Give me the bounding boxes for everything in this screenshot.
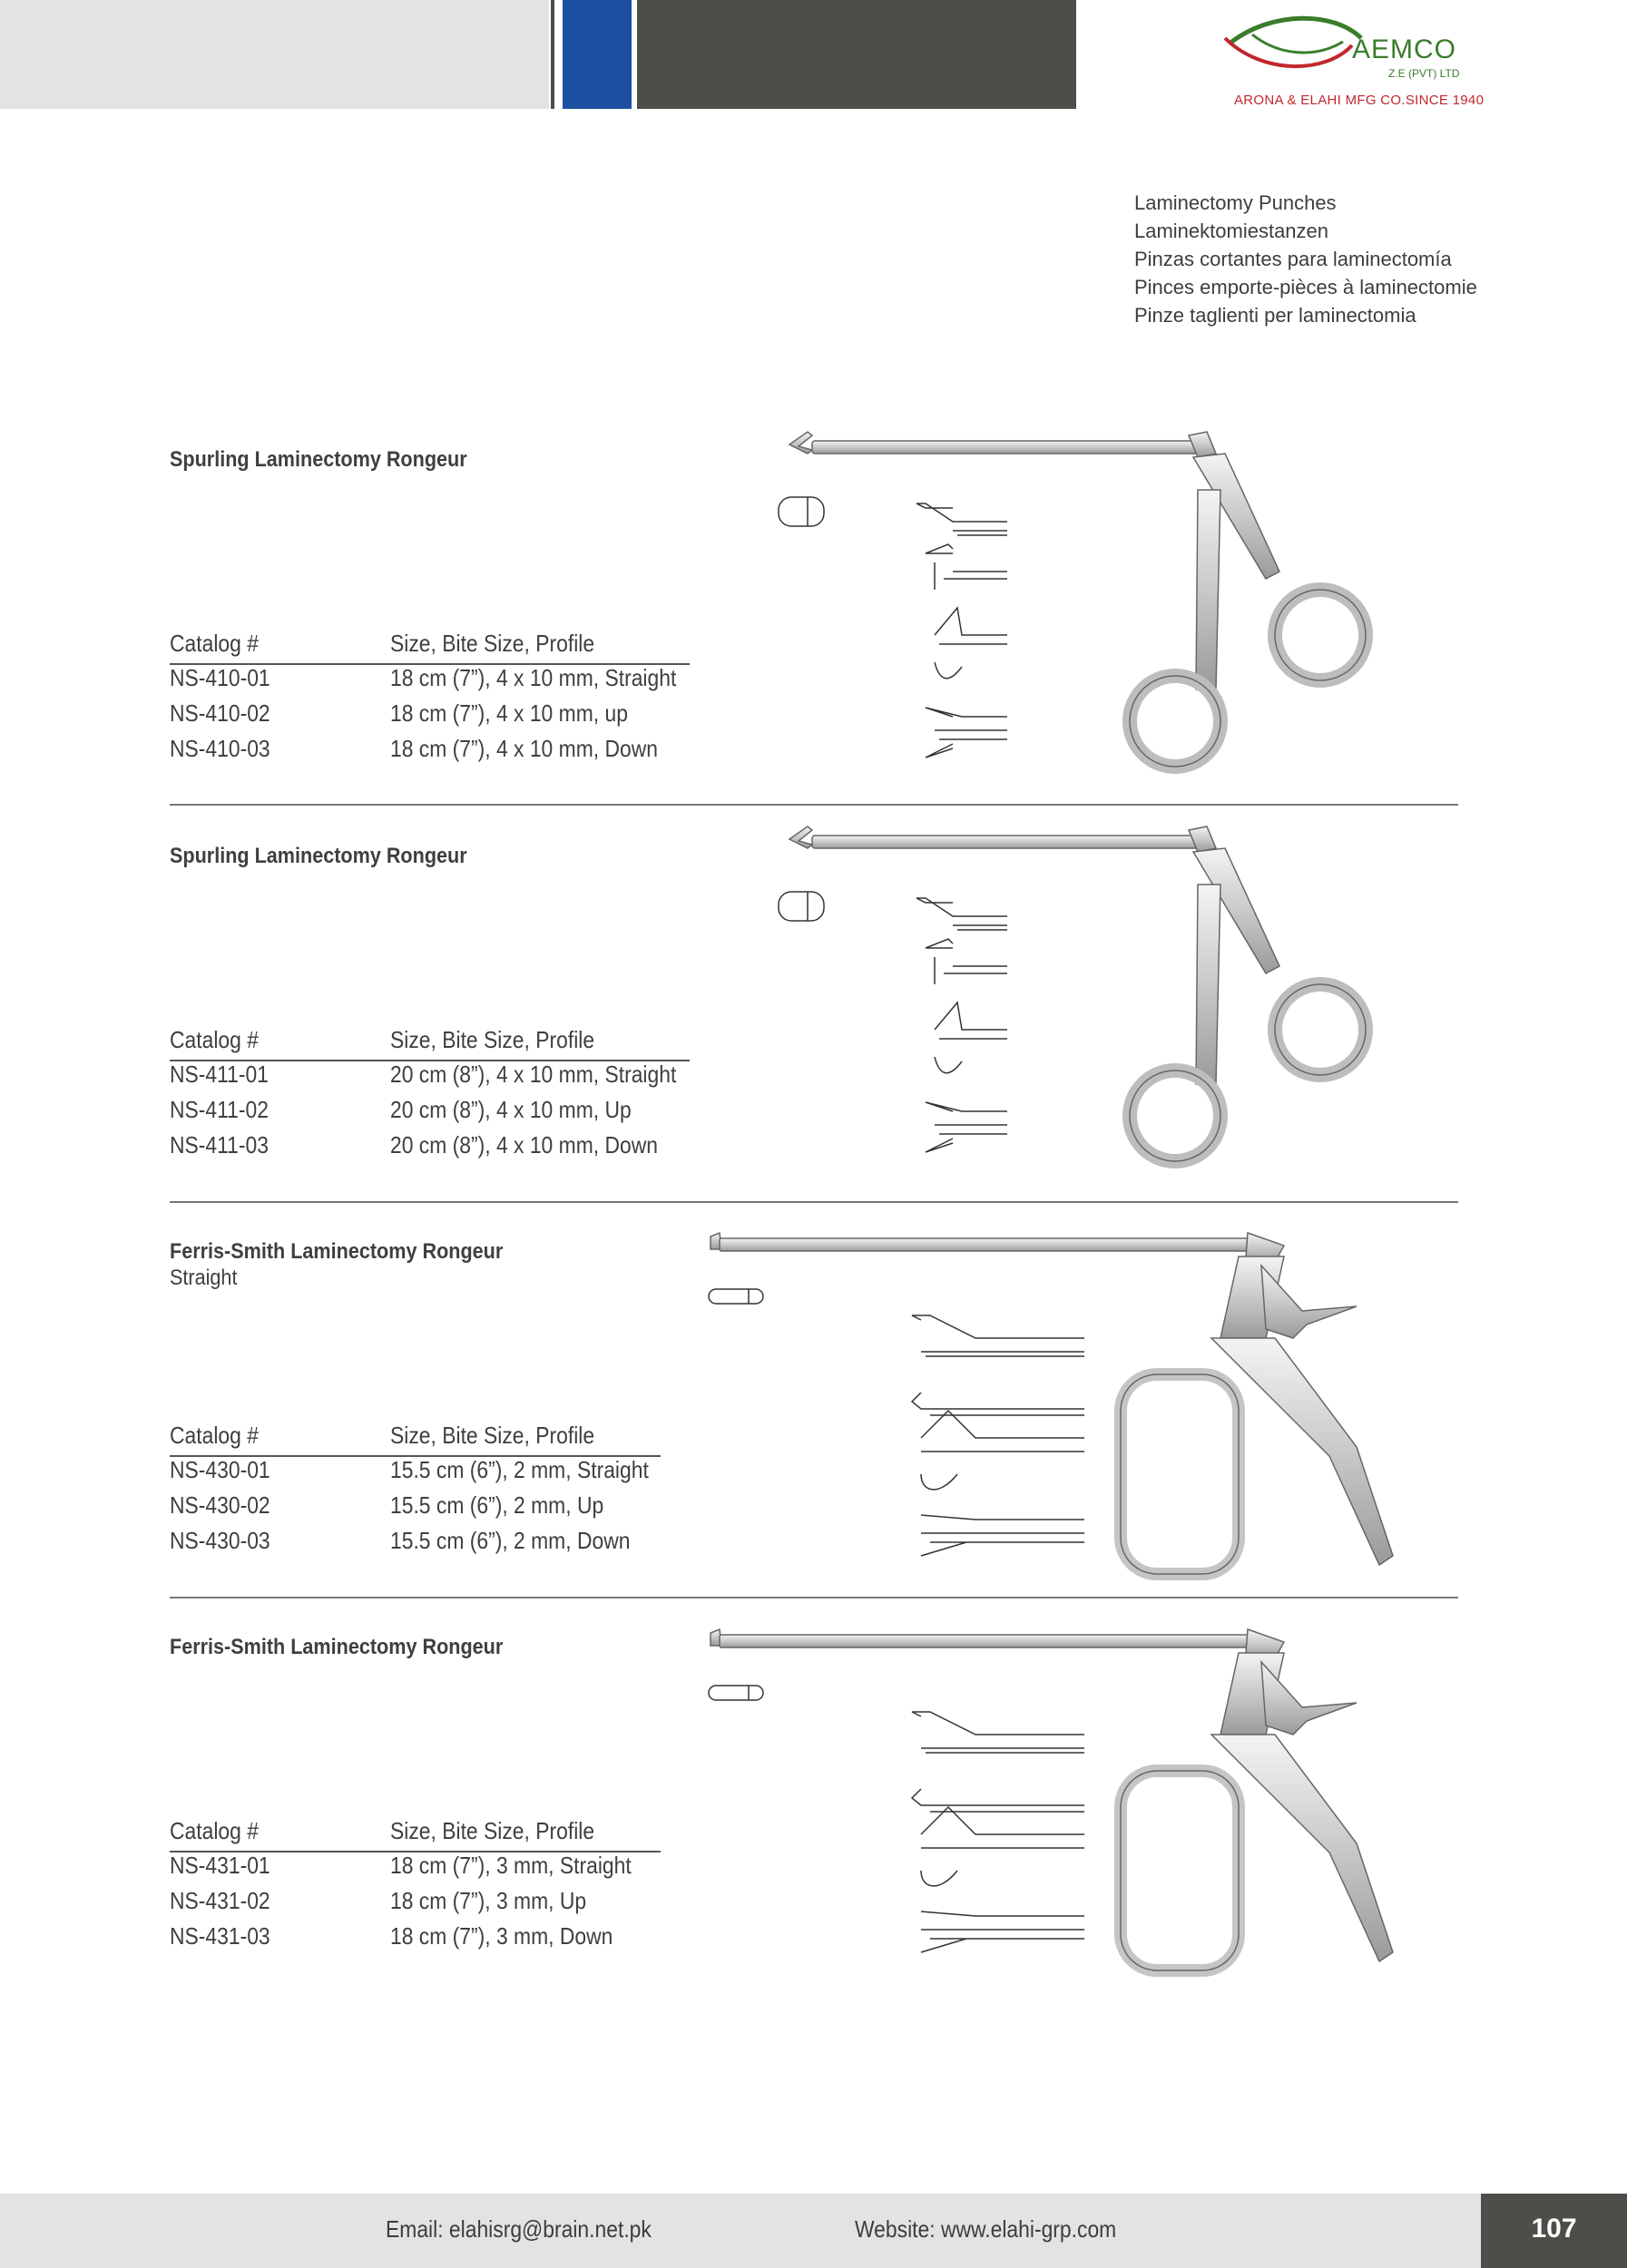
logo-subtitle: Z.E (PVT) LTD <box>1388 67 1460 80</box>
spec-text: 18 cm (7”), 4 x 10 mm, Straight <box>390 664 677 691</box>
catalog-number: NS-410-01 <box>170 664 270 691</box>
header-bar-dark <box>637 0 1076 109</box>
category-title-fr: Pinces emporte-pièces à laminectomie <box>1134 276 1477 298</box>
spec-text: 18 cm (7”), 3 mm, Up <box>390 1887 587 1914</box>
header-spec: Size, Bite Size, Profile <box>390 1422 595 1449</box>
header-catalog: Catalog # <box>170 1817 259 1844</box>
header-spec: Size, Bite Size, Profile <box>390 1817 595 1844</box>
footer-email[interactable]: Email: elahisrg@brain.net.pk <box>386 2215 652 2243</box>
catalog-number: NS-430-01 <box>170 1456 270 1483</box>
section-divider <box>170 1597 1458 1598</box>
catalog-number: NS-430-03 <box>170 1527 270 1554</box>
spurling-rongeur-illustration-icon <box>771 812 1461 1193</box>
logo-brand: AEMCO <box>1352 34 1457 64</box>
catalog-number: NS-410-03 <box>170 735 270 762</box>
header-bar-blue <box>563 0 632 109</box>
spec-text: 15.5 cm (6”), 2 mm, Up <box>390 1491 604 1519</box>
category-title-de: Laminektomiestanzen <box>1134 220 1329 242</box>
spec-text: 18 cm (7”), 4 x 10 mm, Down <box>390 735 658 762</box>
spec-text: 15.5 cm (6”), 2 mm, Down <box>390 1527 631 1554</box>
spec-text: 15.5 cm (6”), 2 mm, Straight <box>390 1456 649 1483</box>
logo-swoosh-icon <box>1216 11 1370 83</box>
product-title: Ferris-Smith Laminectomy Rongeur <box>170 1635 504 1659</box>
page-footer <box>0 2194 1627 2268</box>
product-title: Spurling Laminectomy Rongeur <box>170 447 467 472</box>
header-bar-divider <box>551 0 554 109</box>
catalog-number: NS-411-03 <box>170 1131 269 1158</box>
spurling-rongeur-illustration-icon <box>771 417 1461 798</box>
header-spec: Size, Bite Size, Profile <box>390 630 595 657</box>
spec-text: 20 cm (8”), 4 x 10 mm, Straight <box>390 1061 677 1088</box>
page-number-box <box>1481 2194 1627 2268</box>
section-divider <box>170 1201 1458 1203</box>
header-catalog: Catalog # <box>170 630 259 657</box>
catalog-number: NS-430-02 <box>170 1491 270 1519</box>
header-spec: Size, Bite Size, Profile <box>390 1026 595 1053</box>
product-title: Spurling Laminectomy Rongeur <box>170 844 467 868</box>
header-catalog: Catalog # <box>170 1026 259 1053</box>
footer-website[interactable]: Website: www.elahi-grp.com <box>855 2215 1117 2243</box>
header-bar-grey <box>0 0 549 109</box>
ferris-smith-rongeur-illustration-icon <box>703 1229 1465 1583</box>
catalog-number: NS-431-03 <box>170 1922 270 1950</box>
catalog-number: NS-410-02 <box>170 699 270 727</box>
section-divider <box>170 804 1458 806</box>
page-number: 107 <box>1531 2214 1577 2244</box>
ferris-smith-rongeur-illustration-icon <box>703 1626 1465 1980</box>
logo-tagline: ARONA & ELAHI MFG CO.SINCE 1940 <box>1234 93 1485 108</box>
catalog-number: NS-431-01 <box>170 1852 270 1879</box>
catalog-number: NS-411-02 <box>170 1096 269 1123</box>
header-catalog: Catalog # <box>170 1422 259 1449</box>
company-logo <box>1216 11 1515 120</box>
catalog-number: NS-431-02 <box>170 1887 270 1914</box>
spec-text: 18 cm (7”), 3 mm, Down <box>390 1922 613 1950</box>
product-subtitle: Straight <box>170 1266 238 1290</box>
spec-text: 20 cm (8”), 4 x 10 mm, Down <box>390 1131 658 1158</box>
category-titles <box>1134 189 1477 329</box>
category-title-es: Pinzas cortantes para laminectomía <box>1134 248 1452 270</box>
spec-text: 18 cm (7”), 3 mm, Straight <box>390 1852 632 1879</box>
spec-text: 18 cm (7”), 4 x 10 mm, up <box>390 699 628 727</box>
catalog-number: NS-411-01 <box>170 1061 269 1088</box>
category-title-it: Pinze taglienti per laminectomia <box>1134 304 1416 327</box>
category-title-en: Laminectomy Punches <box>1134 191 1337 214</box>
product-title: Ferris-Smith Laminectomy Rongeur <box>170 1239 504 1264</box>
spec-text: 20 cm (8”), 4 x 10 mm, Up <box>390 1096 632 1123</box>
